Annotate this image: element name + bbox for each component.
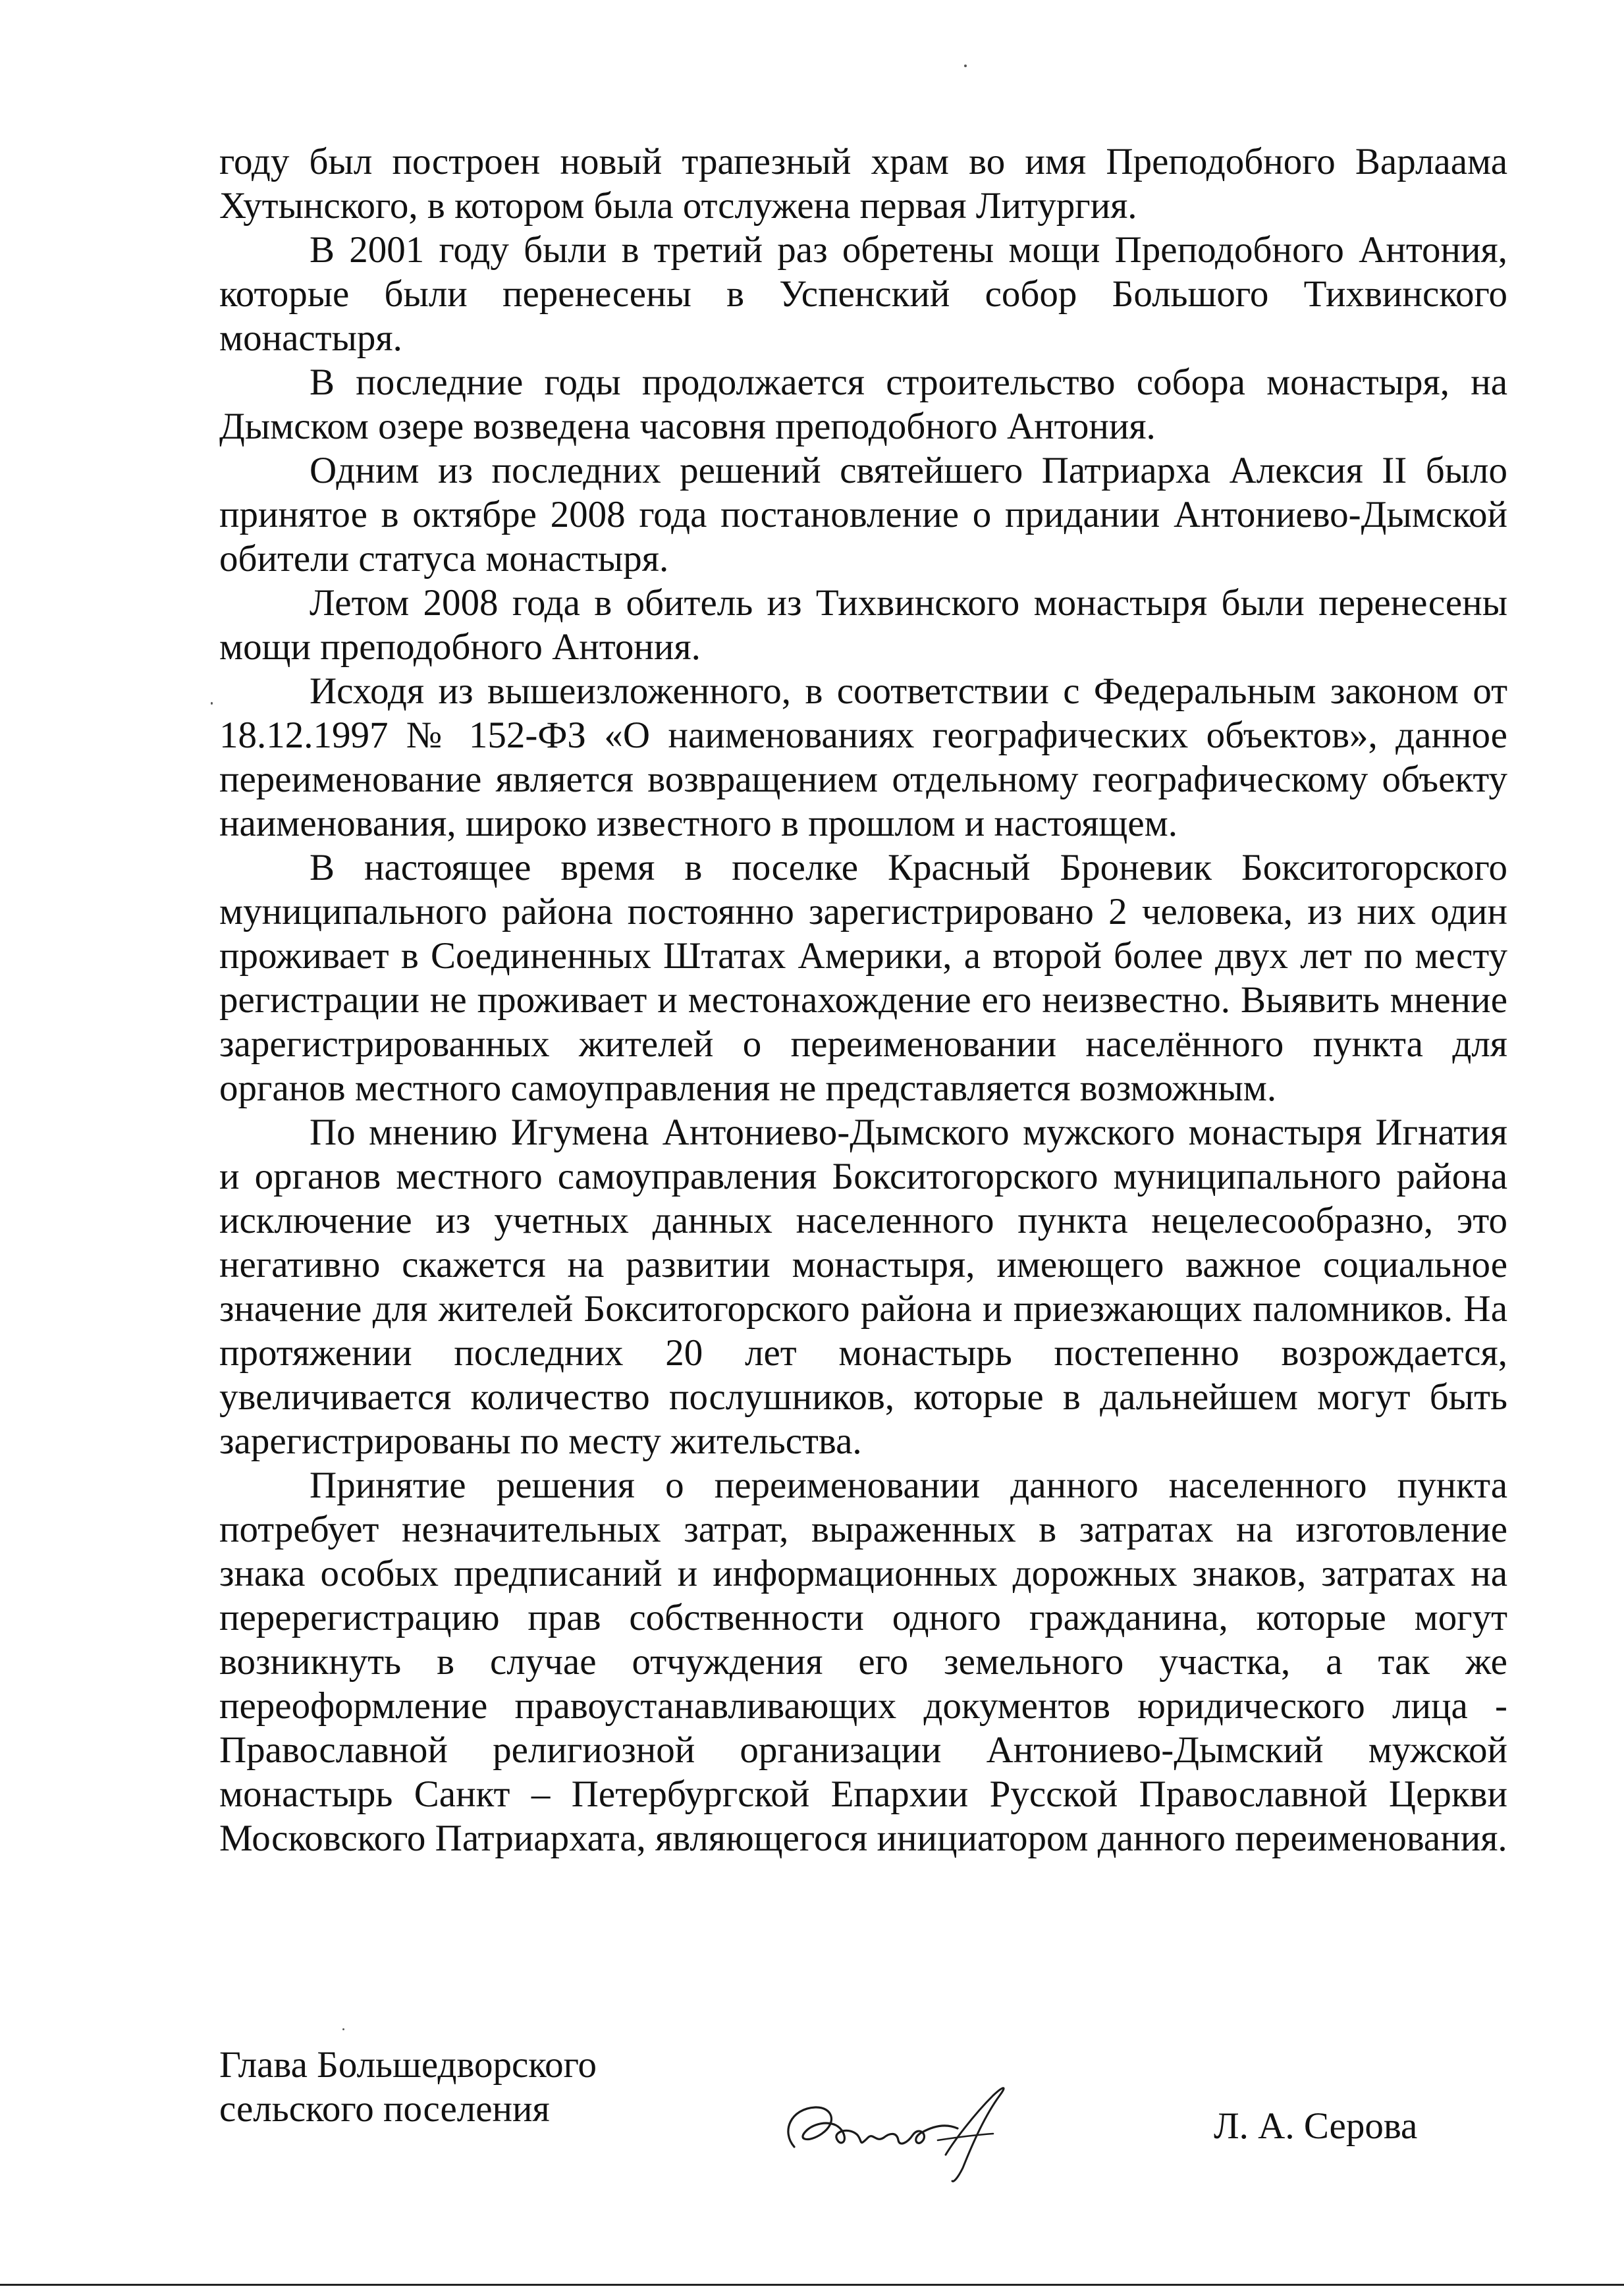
signatory-title-line: Глава Большедворского: [219, 2044, 597, 2086]
signatory-name: Л. А. Серова: [1214, 2105, 1418, 2147]
paragraph: Одним из последних решений святейшего Патриарха Алексия II было принятое в октябре 2008 года постановление о придании Антониево-Дымской обители статуса монастыря.: [219, 450, 1507, 580]
document-body: [219, 140, 1507, 1860]
paragraph: Летом 2008 года в обитель из Тихвинского монастыря были перенесены мощи преподобного Антония.: [219, 582, 1507, 668]
signatory-title-line: сельского поселения: [219, 2088, 550, 2130]
scan-speck: [211, 702, 213, 705]
paragraph: Принятие решения о переименовании данного населенного пункта потребует незначительных затрат, выраженных в затратах на изготовление знака особых предписаний и информационных дорожных знаков, затратах на перерегистрацию прав собственности одного гражданина, которые могут возникнуть в случае отчуждения его земельного участка, а так же переоформление правоустанавливающих документов юридического лица - Православной религиозной организации Антониево-Дымский мужской монастырь Санкт – Петербургской Епархии Русской Православной Церкви Московского Патриархата, являющегося инициатором данного переименования.: [219, 1465, 1507, 1859]
scan-speck: [342, 2028, 344, 2030]
scan-speck: [964, 65, 967, 67]
paragraph: В 2001 году были в третий раз обретены мощи Преподобного Антония, которые были перенесены в Успенский собор Большого Тихвинского монастыря.: [219, 229, 1507, 359]
paragraph: По мнению Игумена Антониево-Дымского мужского монастыря Игнатия и органов местного самоуправления Бокситогорского муниципального района исключение из учетных данных населенного пункта нецелесообразно, это негативно скажется на развитии монастыря, имеющего важное социальное значение для жителей Бокситогорского района и приезжающих паломников. На протяжении последних 20 лет монастырь постепенно возрождается, увеличивается количество послушников, которые в дальнейшем могут быть зарегистрированы по месту жительства.: [219, 1112, 1507, 1462]
paragraph: В последние годы продолжается строительство собора монастыря, на Дымском озере возведена часовня преподобного Антония.: [219, 362, 1507, 447]
signature-block: [219, 2043, 1507, 2201]
paragraph: В настоящее время в поселке Красный Броневик Бокситогорского муниципального района постоянно зарегистрировано 2 человека, из них один проживает в Соединенных Штатах Америки, а второй более двух лет по месту регистрации не проживает и местонахождение его неизвестно. Выявить мнение зарегистрированных жителей о переименовании населённого пункта для органов местного самоуправления не представляется возможным.: [219, 847, 1507, 1109]
handwritten-signature: [776, 2069, 1033, 2188]
signatory-title: [219, 2043, 680, 2131]
paragraph: году был построен новый трапезный храм во имя Преподобного Варлаама Хутынского, в котором была отслужена первая Литургия.: [219, 141, 1507, 227]
scan-edge-line: [0, 2284, 1624, 2295]
paragraph: Исходя из вышеизложенного, в соответствии с Федеральным законом от 18.12.1997 № 152-ФЗ «О наименованиях географических объектов», данное переименование является возвращением отдельному географическому объекту наименования, широко известного в прошлом и настоящем.: [219, 670, 1507, 844]
